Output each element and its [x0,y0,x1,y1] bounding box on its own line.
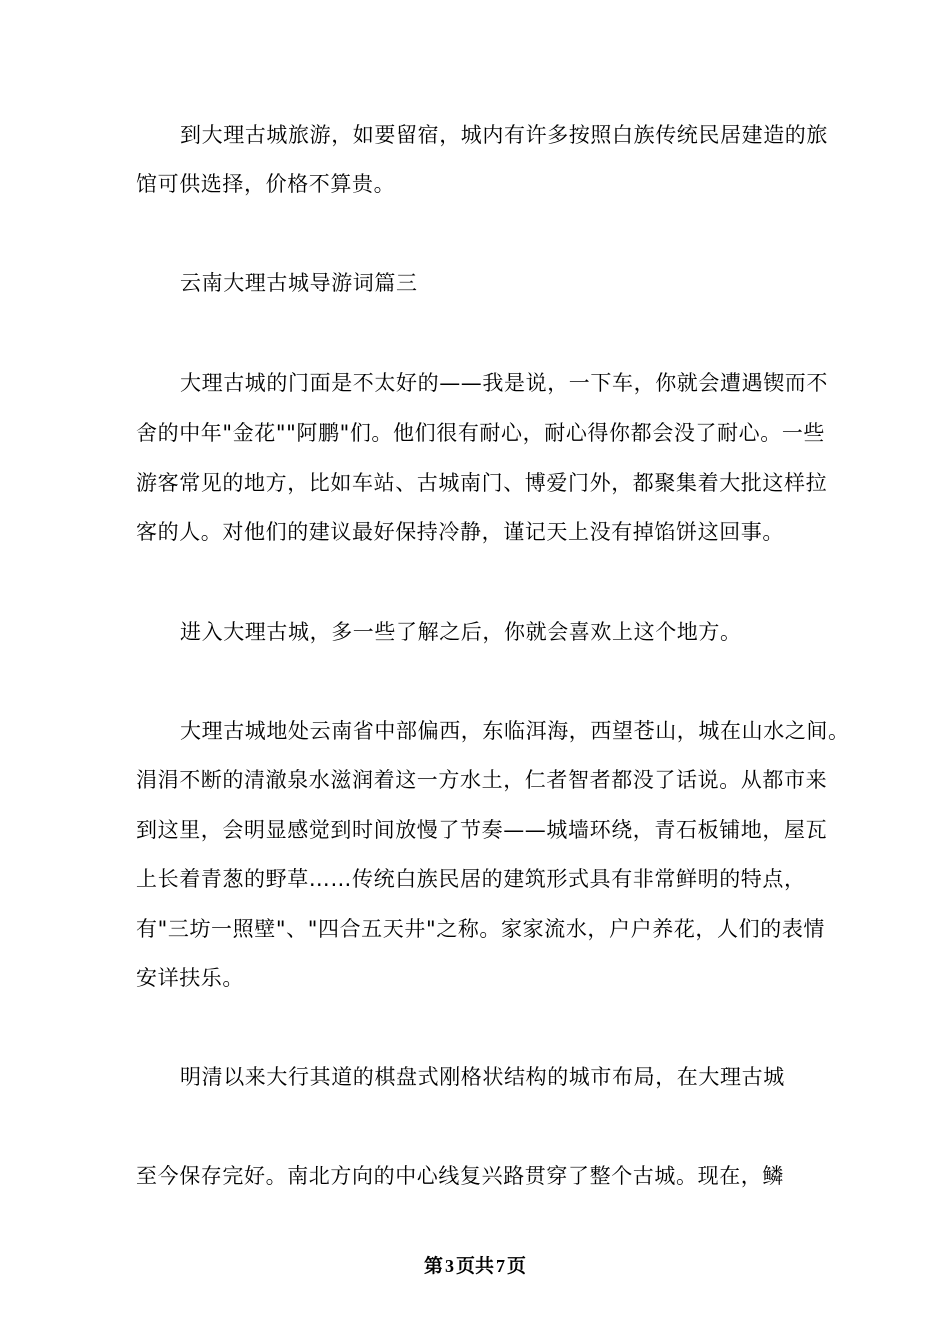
paragraph-line: 游客常见的地方，比如车站、古城南门、博爱门外，都聚集着大批这样拉 [136,471,828,495]
page-footer [0,1252,950,1280]
paragraph-line: 至今保存完好。南北方向的中心线复兴路贯穿了整个古城。现在，鳞 [136,1164,784,1188]
footer-middle: 页共 [455,1255,494,1277]
footer-prefix: 第 [423,1255,443,1277]
footer-suffix: 页 [507,1255,527,1277]
section-heading: 云南大理古城导游词篇三 [180,271,418,295]
paragraph-line: 明清以来大行其道的棋盘式刚格状结构的城市布局，在大理古城 [180,1065,785,1089]
paragraph-line: 客的人。对他们的建议最好保持冷静，谨记天上没有掉馅饼这回事。 [136,520,784,544]
paragraph-line: 到这里，会明显感觉到时间放慢了节奏——城墙环绕，青石板铺地，屋瓦 [136,818,828,842]
paragraph-line: 舍的中年"金花""阿鹏"们。他们很有耐心，耐心得你都会没了耐心。一些 [136,421,826,445]
paragraph-line: 有"三坊一照壁"、"四合五天井"之称。家家流水，户户养花，人们的表情 [136,917,826,941]
paragraph-line: 上长着青葱的野草……传统白族民居的建筑形式具有非常鲜明的特点， [136,867,806,891]
paragraph-line: 大理古城地处云南省中部偏西，东临洱海，西望苍山，城在山水之间。 [180,719,850,743]
paragraph-line: 进入大理古城，多一些了解之后，你就会喜欢上这个地方。 [180,620,742,644]
paragraph-line: 安详扶乐。 [136,966,244,990]
total-pages-number: 7 [496,1256,505,1276]
paragraph-line: 到大理古城旅游，如要留宿，城内有许多按照白族传统民居建造的旅 [180,123,828,147]
paragraph-line: 涓涓不断的清澈泉水滋润着这一方水土，仁者智者都没了话说。从都市来 [136,768,828,792]
paragraph-line: 大理古城的门面是不太好的——我是说，一下车，你就会遭遇锲而不 [180,371,828,395]
current-page-number: 3 [444,1256,454,1276]
paragraph-line: 馆可供选择，价格不算贵。 [136,172,396,196]
